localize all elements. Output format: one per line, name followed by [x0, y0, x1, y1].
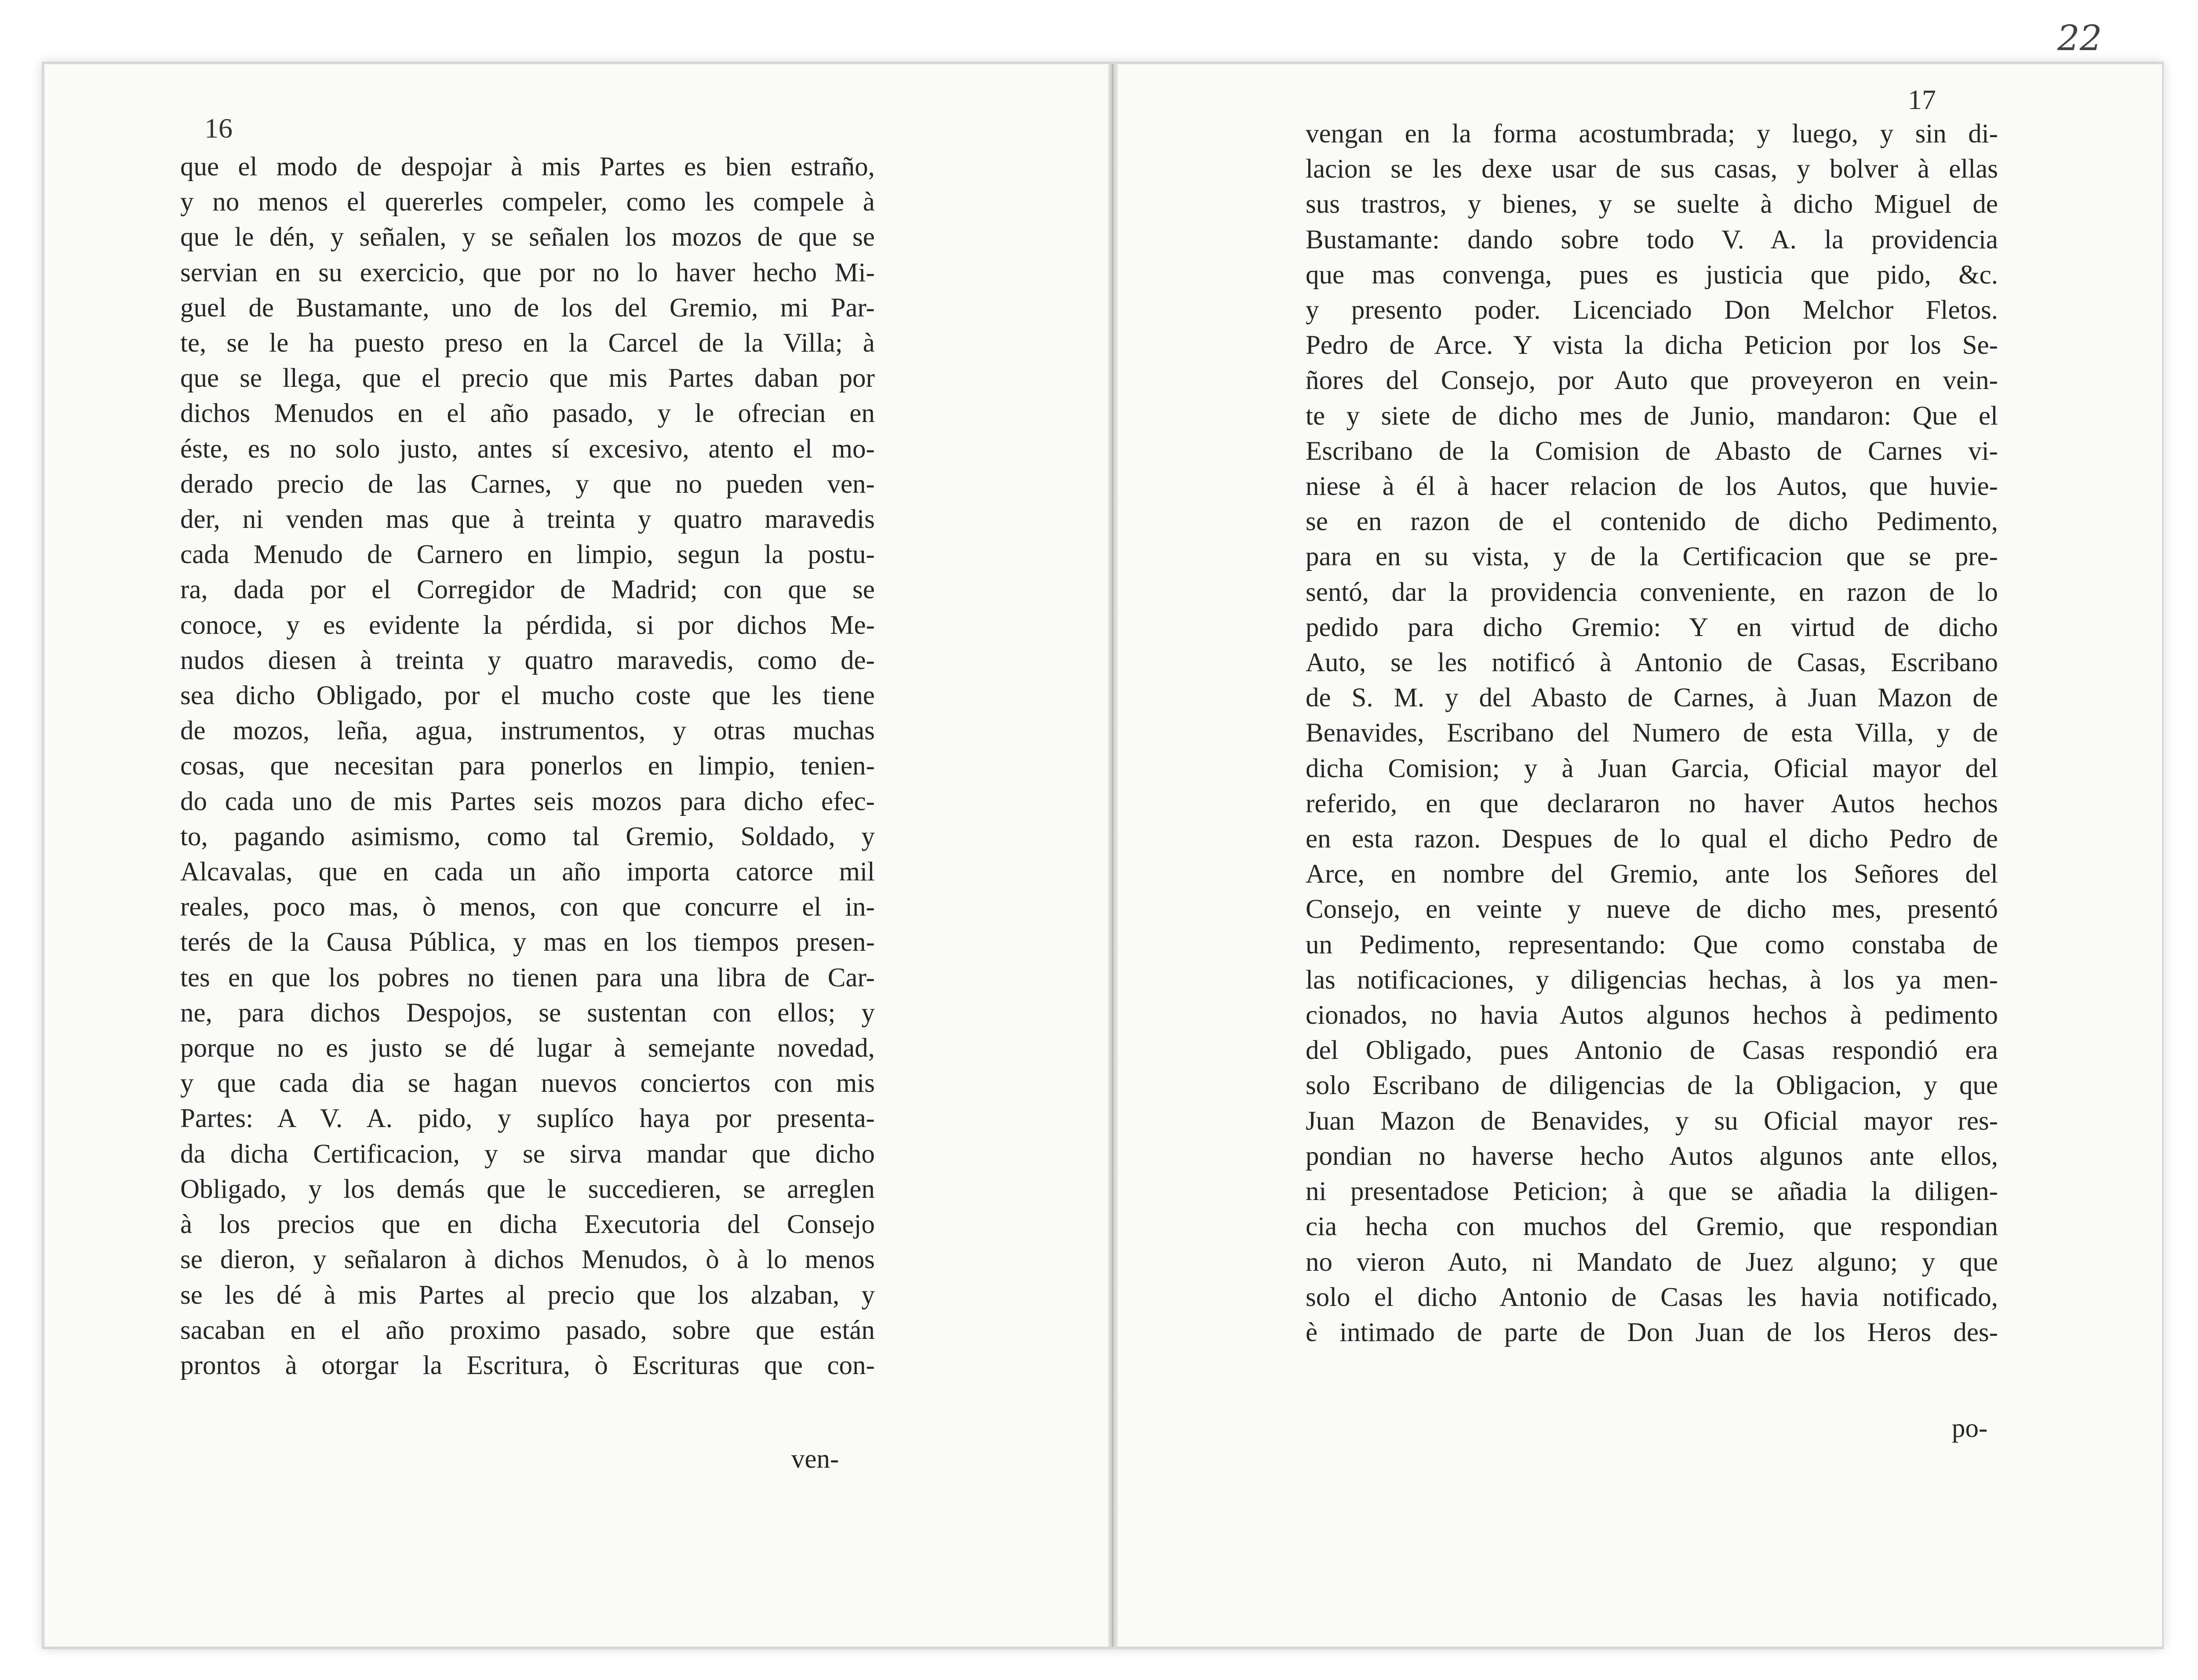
right-page-number: 17 [1908, 84, 1936, 115]
left-catchword: ven- [791, 1444, 839, 1474]
text-line: y no menos el quererles compeler, como les compele à [180, 187, 875, 217]
text-line: to, pagando asimismo, como tal Gremio, Soldado, y [180, 822, 875, 851]
text-line: cia hecha con muchos del Gremio, que respondian [1306, 1212, 1998, 1242]
text-line: Juan Mazon de Benavides, y su Oficial mayor res- [1306, 1106, 1998, 1136]
text-line: dichos Menudos en el año pasado, y le ofrecian en [180, 399, 875, 429]
text-line: cosas, que necesitan para ponerlos en limpio, tenien- [180, 751, 875, 781]
left-page-text [180, 149, 875, 1383]
text-line: te, se le ha puesto preso en la Carcel de la Villa; à [180, 328, 875, 358]
text-line: cada Menudo de Carnero en limpio, segun la postu- [180, 540, 875, 570]
text-line: nudos diesen à treinta y quatro maravedis, como de- [180, 645, 875, 675]
text-line: Benavides, Escribano del Numero de esta Villa, y de [1306, 718, 1998, 748]
text-line: tes en que los pobres no tienen para una libra de Car- [180, 963, 875, 993]
text-line: porque no es justo se dé lugar à semejante novedad, [180, 1033, 875, 1063]
text-line: ra, dada por el Corregidor de Madrid; con que se [180, 575, 875, 605]
text-line: derado precio de las Carnes, y que no pueden ven- [180, 469, 875, 499]
text-line: è intimado de parte de Don Juan de los Heros des- [1306, 1317, 1998, 1347]
text-line: un Pedimento, representando: Que como constaba de [1306, 930, 1998, 960]
book-gutter [1108, 64, 1117, 1647]
text-line: ñores del Consejo, por Auto que proveyeron en vein- [1306, 366, 1998, 396]
text-line: cionados, no havia Autos algunos hechos à pedimento [1306, 1000, 1998, 1030]
right-page-text [1306, 116, 1998, 1350]
text-line: der, ni venden mas que à treinta y quatro maravedis [180, 505, 875, 535]
text-line: en esta razon. Despues de lo qual el dicho Pedro de [1306, 824, 1998, 854]
text-line: Auto, se les notificó à Antonio de Casas, Escribano [1306, 648, 1998, 678]
text-line: Partes: A V. A. pido, y suplíco haya por presenta- [180, 1104, 875, 1134]
text-line: dicha Comision; y à Juan Garcia, Oficial mayor del [1306, 753, 1998, 783]
text-line: vengan en la forma acostumbrada; y luego, y sin di- [1306, 119, 1998, 149]
handwritten-folio-number: 22 [2057, 18, 2102, 58]
text-line: da dicha Certificacion, y se sirva mandar que dicho [180, 1139, 875, 1169]
text-line: Pedro de Arce. Y vista la dicha Peticion por los Se- [1306, 331, 1998, 360]
text-line: terés de la Causa Pública, y mas en los tiempos presen- [180, 927, 875, 957]
text-line: prontos à otorgar la Escritura, ò Escrituras que con- [180, 1350, 875, 1380]
text-line: Arce, en nombre del Gremio, ante los Señores del [1306, 859, 1998, 889]
text-line: que le dén, y señalen, y se señalen los mozos de que se [180, 222, 875, 252]
right-catchword: po- [1952, 1414, 1988, 1443]
text-line: ni presentadose Peticion; à que se añadia la diligen- [1306, 1177, 1998, 1207]
text-line: no vieron Auto, ni Mandato de Juez alguno; y que [1306, 1247, 1998, 1277]
left-page-number: 16 [204, 113, 233, 144]
text-line: que el modo de despojar à mis Partes es bien estraño, [180, 152, 875, 182]
text-line: sus trastros, y bienes, y se suelte à dicho Miguel de [1306, 189, 1998, 219]
text-line: del Obligado, pues Antonio de Casas respondió era [1306, 1036, 1998, 1065]
text-line: niese à él à hacer relacion de los Autos, que huvie- [1306, 472, 1998, 502]
text-line: solo el dicho Antonio de Casas les havia notificado, [1306, 1282, 1998, 1312]
text-line: te y siete de dicho mes de Junio, mandaron: Que el [1306, 401, 1998, 431]
text-line: servian en su exercicio, que por no lo haver hecho Mi- [180, 258, 875, 287]
text-line: y que cada dia se hagan nuevos conciertos con mis [180, 1069, 875, 1098]
text-line: reales, poco mas, ò menos, con que concurre el in- [180, 892, 875, 922]
text-line: se les dé à mis Partes al precio que los alzaban, y [180, 1280, 875, 1310]
text-line: se en razon de el contenido de dicho Pedimento, [1306, 507, 1998, 537]
text-line: éste, es no solo justo, antes sí excesivo, atento el mo- [180, 434, 875, 464]
text-line: à los precios que en dicha Executoria del Consejo [180, 1210, 875, 1240]
text-line: de mozos, leña, agua, instrumentos, y otras muchas [180, 716, 875, 746]
text-line: Escribano de la Comision de Abasto de Carnes vi- [1306, 436, 1998, 466]
text-line: Obligado, y los demás que le succedieren, se arreglen [180, 1174, 875, 1204]
text-line: sea dicho Obligado, por el mucho coste que les tiene [180, 681, 875, 711]
text-line: pedido para dicho Gremio: Y en virtud de dicho [1306, 612, 1998, 642]
text-line: y presento poder. Licenciado Don Melchor Fletos. [1306, 295, 1998, 325]
text-line: que se llega, que el precio que mis Partes daban por [180, 364, 875, 393]
text-line: Consejo, en veinte y nueve de dicho mes, presentó [1306, 895, 1998, 924]
text-line: referido, en que declararon no haver Autos hechos [1306, 789, 1998, 818]
text-line: ne, para dichos Despojos, se sustentan con ellos; y [180, 998, 875, 1028]
text-line: Bustamante: dando sobre todo V. A. la providencia [1306, 225, 1998, 255]
text-line: guel de Bustamante, uno de los del Gremio, mi Par- [180, 293, 875, 323]
text-line: solo Escribano de diligencias de la Obligacion, y que [1306, 1071, 1998, 1101]
text-line: do cada uno de mis Partes seis mozos para dicho efec- [180, 786, 875, 816]
text-line: lacion se les dexe usar de sus casas, y bolver à ellas [1306, 154, 1998, 184]
text-line: de S. M. y del Abasto de Carnes, à Juan Mazon de [1306, 683, 1998, 713]
text-line: se dieron, y señalaron à dichos Menudos, ò à lo menos [180, 1245, 875, 1275]
text-line: pondian no haverse hecho Autos algunos ante ellos, [1306, 1141, 1998, 1171]
text-line: que mas convenga, pues es justicia que pido, &c. [1306, 260, 1998, 290]
text-line: sentó, dar la providencia conveniente, en razon de lo [1306, 577, 1998, 607]
text-line: conoce, y es evidente la pérdida, si por dichos Me- [180, 610, 875, 640]
text-line: Alcavalas, que en cada un año importa catorce mil [180, 857, 875, 887]
text-line: las notificaciones, y diligencias hechas, à los ya men- [1306, 965, 1998, 995]
text-line: para en su vista, y de la Certificacion que se pre- [1306, 542, 1998, 572]
text-line: sacaban en el año proximo pasado, sobre que están [180, 1315, 875, 1345]
